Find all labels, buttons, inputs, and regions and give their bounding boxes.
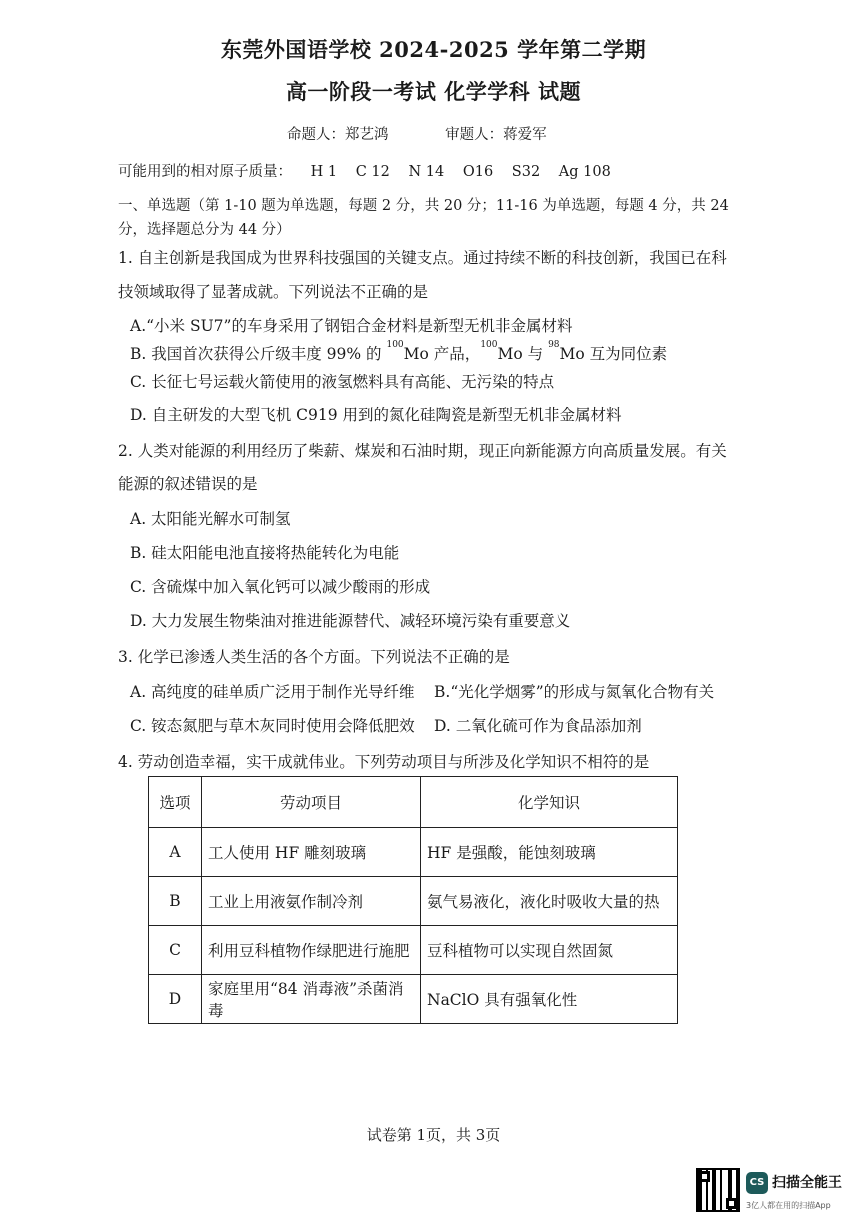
table-row [149, 975, 678, 1024]
table-header-row [149, 777, 678, 828]
q4-table [148, 776, 678, 1024]
table-cell: 豆科植物可以实现自然固氮 [421, 926, 678, 975]
mass-number: 100 [480, 340, 498, 350]
table-cell: 利用豆科植物作绿肥进行施肥 [202, 926, 421, 975]
authors [287, 123, 599, 144]
scanner-app-slogan: 3亿人都在用的扫描App [746, 1201, 831, 1210]
section1-instruction: 一、单选题（第 1-10 题为单选题，每题 2 分，共 20 分；11-16 为单选题，每题 4 分，共 24 [118, 198, 729, 214]
q2-option-c: C. 含硫煤中加入氧化钙可以减少酸雨的形成 [130, 578, 431, 596]
table-header: 化学知识 [421, 777, 678, 828]
q2-stem-cont: 能源的叙述错误的是 [118, 475, 258, 493]
q1-option-c: C. 长征七号运载火箭使用的液氢燃料具有高能、无污染的特点 [130, 373, 555, 391]
atomic-mass-item: Ag 108 [558, 164, 611, 180]
table-cell: 工业上用液氨作制冷剂 [202, 877, 421, 926]
atomic-mass-item: C 12 [355, 164, 390, 180]
atomic-mass-item: H 1 [310, 164, 338, 180]
table-cell: HF 是强酸，能蚀刻玻璃 [421, 828, 678, 877]
table-cell: 家庭里用“84 消毒液”杀菌消毒 [202, 975, 421, 1024]
q2-stem: 2. 人类对能源的利用经历了柴薪、煤炭和石油时期，现正向新能源方向高质量发展。有关 [118, 442, 727, 460]
q3-option-b: B.“光化学烟雾”的形成与氮氧化合物有关 [434, 683, 715, 701]
table-row [149, 926, 678, 975]
page-number: 试卷第 1页，共 3页 [366, 1126, 501, 1144]
q1-stem: 1. 自主创新是我国成为世界科技强国的关键支点。通过持续不断的科技创新，我国已在科 [118, 249, 727, 267]
setter: 命题人：郑艺鸿 [287, 127, 389, 143]
q1-option-b-text: B. 我国首次获得公斤级丰度 99% 的 [130, 345, 387, 363]
table-cell: B [149, 877, 202, 926]
mass-number: 100 [386, 340, 404, 350]
reviewer: 审题人：蒋爱军 [445, 127, 547, 143]
qr-code-icon [696, 1168, 740, 1212]
q3-option-d: D. 二氧化硫可作为食品添加剂 [434, 717, 642, 735]
q2-option-a: A. 太阳能光解水可制氢 [130, 510, 291, 528]
cs-logo-icon: CS [746, 1172, 768, 1194]
q1-option-b-text: Mo 产品， [403, 345, 481, 363]
q1-stem-cont: 技领域取得了显著成就。下列说法不正确的是 [118, 283, 429, 301]
q1-option-b-text: Mo 与 [497, 345, 549, 363]
q3-option-c: C. 铵态氮肥与草木灰同时使用会降低肥效 [130, 717, 415, 735]
atomic-mass-item: S32 [511, 164, 541, 180]
table-cell: 工人使用 HF 雕刻玻璃 [202, 828, 421, 877]
mass-number: 98 [548, 340, 560, 350]
q2-option-b: B. 硅太阳能电池直接将热能转化为电能 [130, 544, 400, 562]
table-header: 劳动项目 [202, 777, 421, 828]
scanner-watermark [696, 1168, 861, 1220]
atomic-mass-item: N 14 [408, 164, 445, 180]
q2-option-d: D. 大力发展生物柴油对推进能源替代、减轻环境污染有重要意义 [130, 612, 571, 630]
section1-instruction-cont: 分，选择题总分为 44 分） [118, 222, 291, 238]
table-cell: NaClO 具有强氧化性 [421, 975, 678, 1024]
table-cell: 氨气易液化，液化时吸收大量的热 [421, 877, 678, 926]
table-cell: A [149, 828, 202, 877]
table-cell: C [149, 926, 202, 975]
scanner-app-name: 扫描全能王 [772, 1175, 842, 1191]
q1-option-b-text: Mo 互为同位素 [559, 345, 668, 363]
atomic-mass-line [118, 160, 625, 181]
q1-option-d: D. 自主研发的大型飞机 C919 用到的氮化硅陶瓷是新型无机非金属材料 [130, 406, 622, 424]
table-header: 选项 [149, 777, 202, 828]
atomic-mass-item: O16 [462, 164, 494, 180]
q1-option-a: A.“小米 SU7”的车身采用了钢铝合金材料是新型无机非金属材料 [130, 317, 573, 335]
table-row [149, 828, 678, 877]
table-cell: D [149, 975, 202, 1024]
exam-title-school: 东莞外国语学校 2024-2025 学年第二学期 [220, 37, 647, 62]
table-row [149, 877, 678, 926]
q4-stem: 4. 劳动创造幸福，实干成就伟业。下列劳动项目与所涉及化学知识不相符的是 [118, 753, 650, 771]
q1-option-b [130, 342, 667, 364]
exam-title-subject: 高一阶段一考试 化学学科 试题 [285, 79, 582, 104]
q3-option-a: A. 高纯度的硅单质广泛用于制作光导纤维 [130, 683, 415, 701]
atomic-mass-label: 可能用到的相对原子质量： [118, 164, 292, 180]
q3-stem: 3. 化学已渗透人类生活的各个方面。下列说法不正确的是 [118, 648, 510, 666]
